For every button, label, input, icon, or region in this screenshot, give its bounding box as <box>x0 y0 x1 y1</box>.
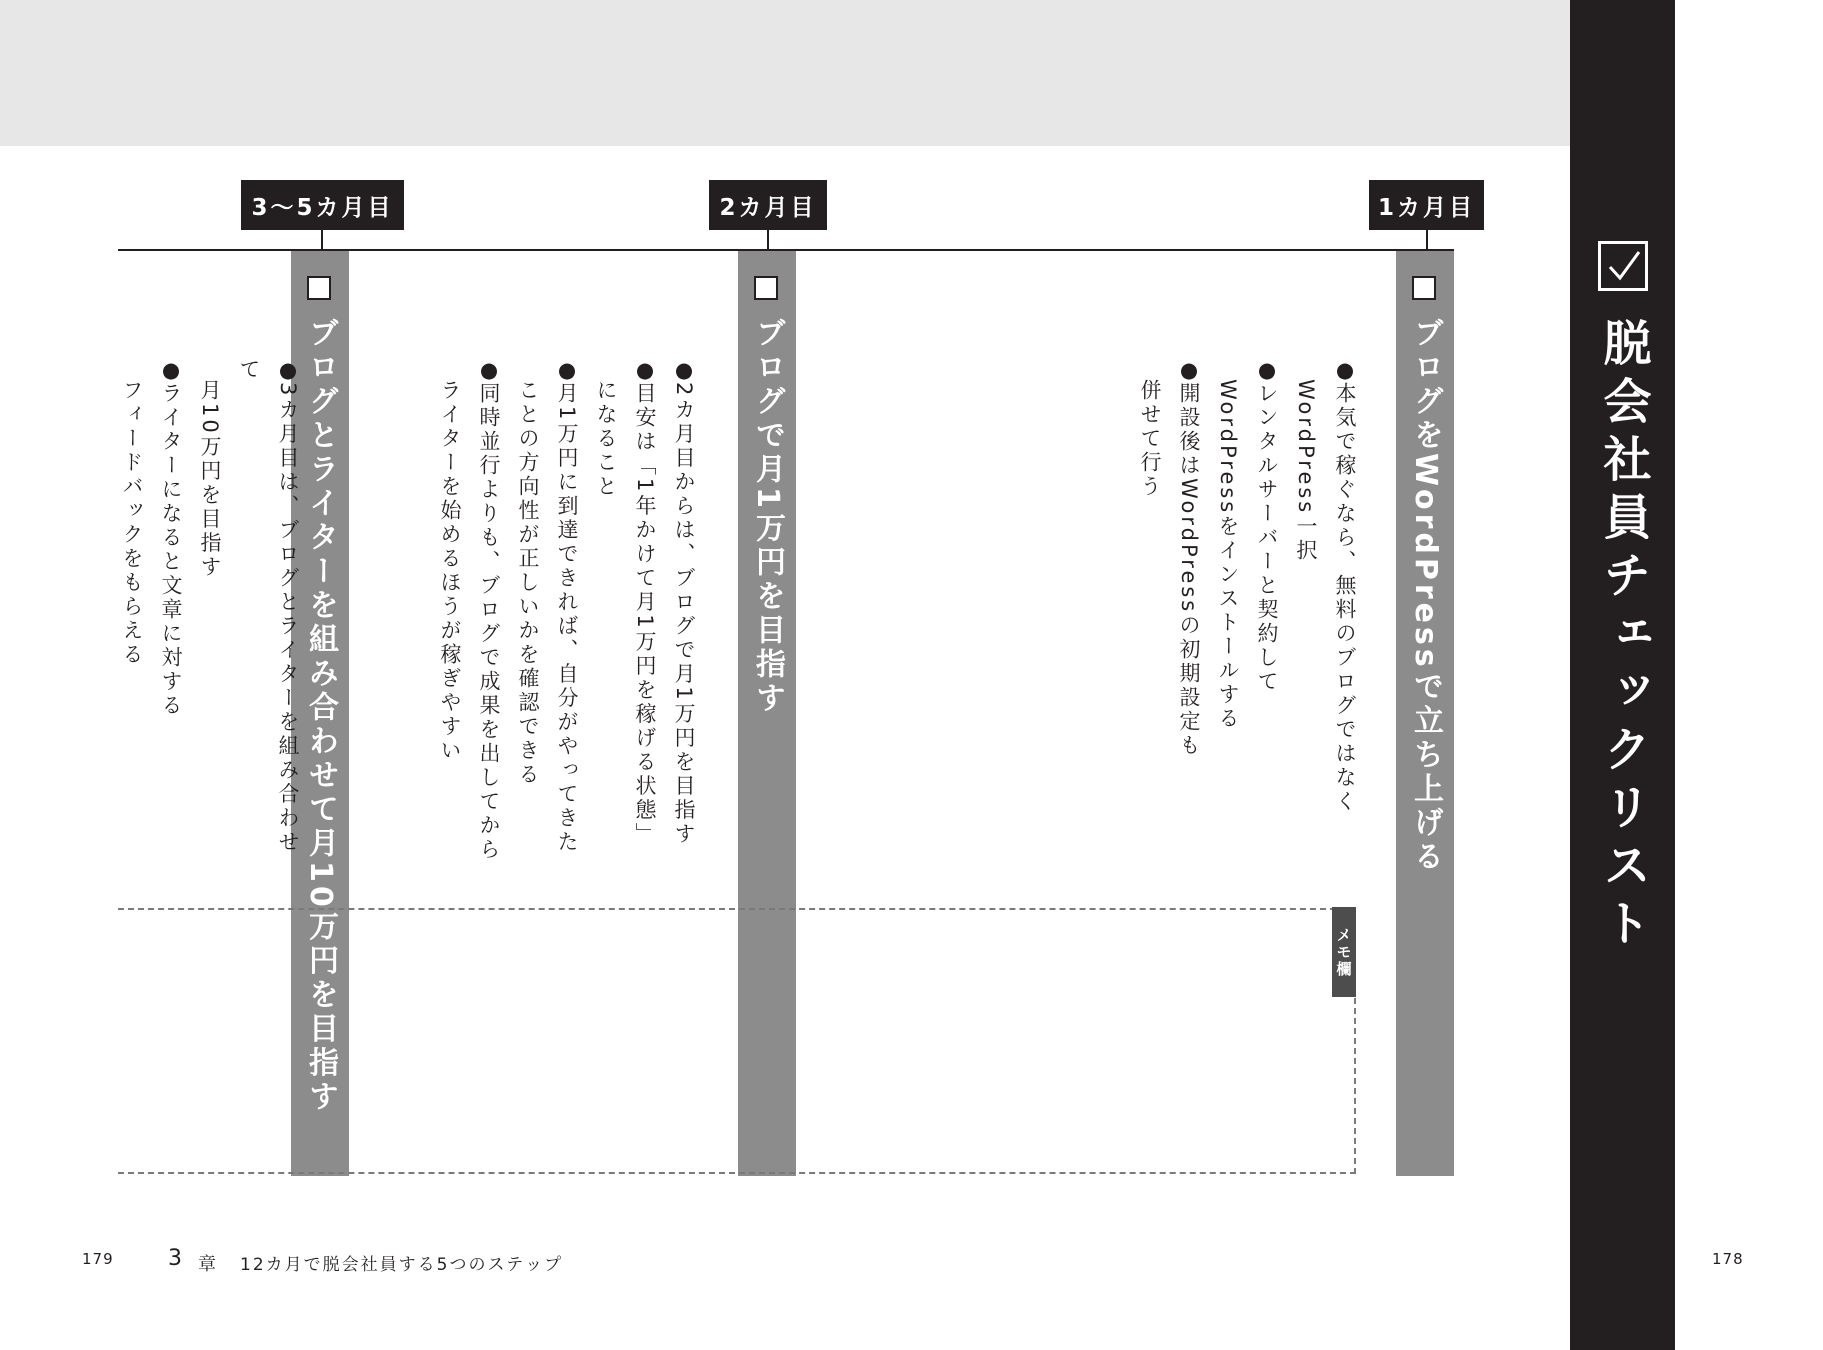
label-month-1: 1カ月目 <box>1369 180 1484 230</box>
bullet-list-month-3-5 <box>112 358 307 878</box>
bullet-item: ●ライターになると文章に対する <box>159 358 183 718</box>
page-number-left: 179 <box>82 1250 114 1268</box>
memo-area[interactable] <box>118 908 1356 1174</box>
bullet-item: ●開設後はWordPressの初期設定も <box>1177 358 1201 759</box>
chapter-number: 3 <box>168 1246 184 1271</box>
label-month-2: 2カ月目 <box>709 180 827 230</box>
checkbox-icon[interactable] <box>754 276 778 300</box>
column-title-month-1: ブログをWordPressで立ち上げる <box>1408 317 1443 875</box>
bullet-item-cont: 月10万円を目指す <box>198 379 222 580</box>
bullet-item-cont: ライターを始めるほうが稼ぎやすい <box>438 379 462 763</box>
bullet-item: ●目安は「1年かけて月1万円を稼げる状態」 <box>633 358 657 847</box>
checkmark-icon <box>1598 241 1648 291</box>
bullet-item: ●3カ月目は、ブログとライターを組み合わせて <box>237 358 300 855</box>
bullet-item-cont: 併せて行う <box>1138 379 1162 499</box>
column-title-month-3-5: ブログとライターを組み合わせて月10万円を目指す <box>303 317 338 1115</box>
top-gray-band <box>0 0 1570 146</box>
bullet-item-cont: WordPressをインストールする <box>1216 379 1240 732</box>
label-month-3-5: 3～5カ月目 <box>241 180 404 230</box>
chapter-label: 章 <box>198 1254 218 1275</box>
column-title-month-2: ブログで月1万円を目指す <box>750 317 785 716</box>
chapter-title: 12カ月で脱会社員する5つのステップ <box>240 1255 564 1275</box>
bullet-item-cont: になること <box>594 379 618 499</box>
sidebar-title: 脱会社員チェックリスト <box>1595 318 1651 956</box>
bullet-item-cont: ことの方向性が正しいかを確認できる <box>516 379 540 787</box>
bullet-item: ●本気で稼ぐなら、無料のブログではなく <box>1333 358 1357 814</box>
bullet-item: ●レンタルサーバーと契約して <box>1255 358 1279 694</box>
checkbox-icon[interactable] <box>1412 276 1436 300</box>
bullet-item-cont: WordPress一択 <box>1294 379 1318 564</box>
bullet-item: ●2カ月目からは、ブログで月1万円を目指す <box>672 358 696 847</box>
bullet-item: ●同時並行よりも、ブログで成果を出してから <box>477 358 501 862</box>
bullet-list-month-2 <box>430 358 703 878</box>
bullet-list-month-1 <box>1130 358 1364 878</box>
checkbox-icon[interactable] <box>307 276 331 300</box>
page-number-right: 178 <box>1712 1250 1744 1268</box>
bullet-item-cont: フィードバックをもらえる <box>120 379 144 667</box>
memo-label: メモ欄 <box>1332 907 1356 997</box>
bullet-item: ●月1万円に到達できれば、自分がやってきた <box>555 358 579 855</box>
column-month-1 <box>1396 251 1454 1176</box>
